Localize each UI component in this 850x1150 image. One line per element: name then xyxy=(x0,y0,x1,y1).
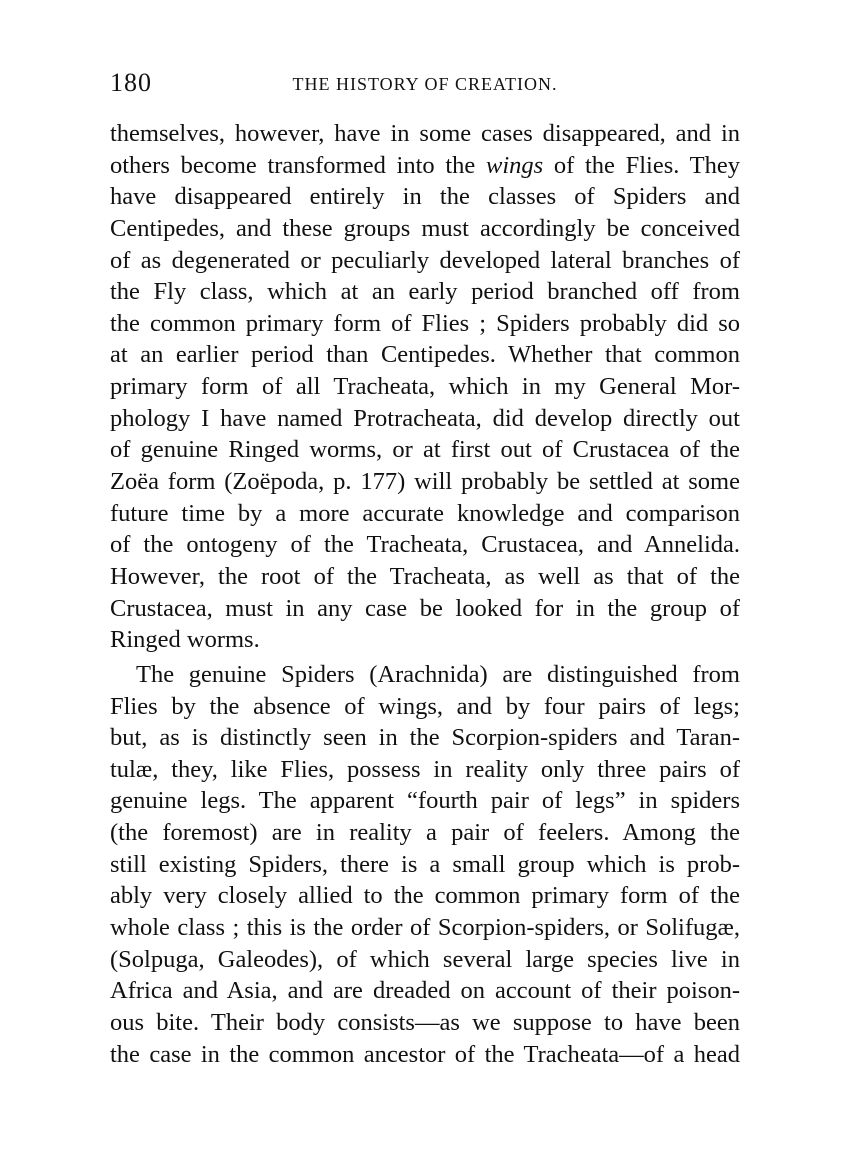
text-line: future time by a more accurate knowledge and comparison xyxy=(110,499,740,527)
text-line: (Solpuga, Galeodes), of which several large species live in xyxy=(110,945,740,973)
text-line: tulæ, they, like Flies, possess in reality only three pairs of xyxy=(110,755,740,783)
text-line: at an earlier period than Centipedes. Whether that common xyxy=(110,341,740,369)
paragraph-1 xyxy=(110,118,740,656)
text-line: the common primary form of Flies ; Spiders probably did so xyxy=(110,309,740,337)
page-number: 180 xyxy=(110,68,152,97)
text-line: Zoëa form (Zoëpoda, p. 177) will probably be settled at some xyxy=(110,468,740,496)
text-line: of the ontogeny of the Tracheata, Crustacea, and Annelida. xyxy=(110,531,740,559)
text-line: ous bite. Their body consists—as we suppose to have been xyxy=(110,1008,740,1036)
text-line: Ringed worms. xyxy=(110,626,260,654)
text-line: have disappeared entirely in the classes of Spiders and xyxy=(110,183,740,211)
body-text xyxy=(110,118,740,1070)
text-line: of as degenerated or peculiarly developed lateral branches of xyxy=(110,246,740,274)
text-line: However, the root of the Tracheata, as well as that of the xyxy=(110,562,740,590)
text-line: themselves, however, have in some cases disappeared, and in xyxy=(110,120,740,147)
text-line xyxy=(110,150,740,182)
text-line: of genuine Ringed worms, or at first out of Crustacea of the xyxy=(110,436,740,464)
text-line: phology I have named Protracheata, did develop directly out xyxy=(110,404,740,432)
text-line: the case in the common ancestor of the Tracheata—of a head xyxy=(110,1040,740,1068)
paragraph-2 xyxy=(110,659,740,1070)
text-line: primary form of all Tracheata, which in my General Mor- xyxy=(110,373,740,401)
text-line: still existing Spiders, there is a small group which is prob- xyxy=(110,850,740,878)
text-line: the Fly class, which at an early period branched off from xyxy=(110,278,740,306)
text-line: Africa and Asia, and are dreaded on account of their poison- xyxy=(110,977,740,1005)
text-line: Centipedes, and these groups must accordingly be conceived xyxy=(110,214,740,242)
text-line: genuine legs. The apparent “fourth pair of legs” in spiders xyxy=(110,787,740,815)
text-line: The genuine Spiders (Arachnida) are distinguished from xyxy=(136,660,740,688)
text-span: of the Flies. They xyxy=(553,151,740,179)
text-line: but, as is distinctly seen in the Scorpion-spiders and Taran- xyxy=(110,724,740,752)
page-header xyxy=(110,68,740,102)
text-line: whole class ; this is the order of Scorpion-spiders, or Solifugæ, xyxy=(110,914,740,942)
text-line: Flies by the absence of wings, and by four pairs of legs; xyxy=(110,692,740,720)
running-title: THE HISTORY OF CREATION. xyxy=(292,74,558,94)
italic-word: wings xyxy=(485,151,544,179)
text-line: ably very closely allied to the common primary form of the xyxy=(110,882,740,910)
text-span: others become transformed into the xyxy=(110,151,476,179)
text-line: (the foremost) are in reality a pair of feelers. Among the xyxy=(110,819,740,847)
text-line: Crustacea, must in any case be looked for in the group of xyxy=(110,594,740,622)
